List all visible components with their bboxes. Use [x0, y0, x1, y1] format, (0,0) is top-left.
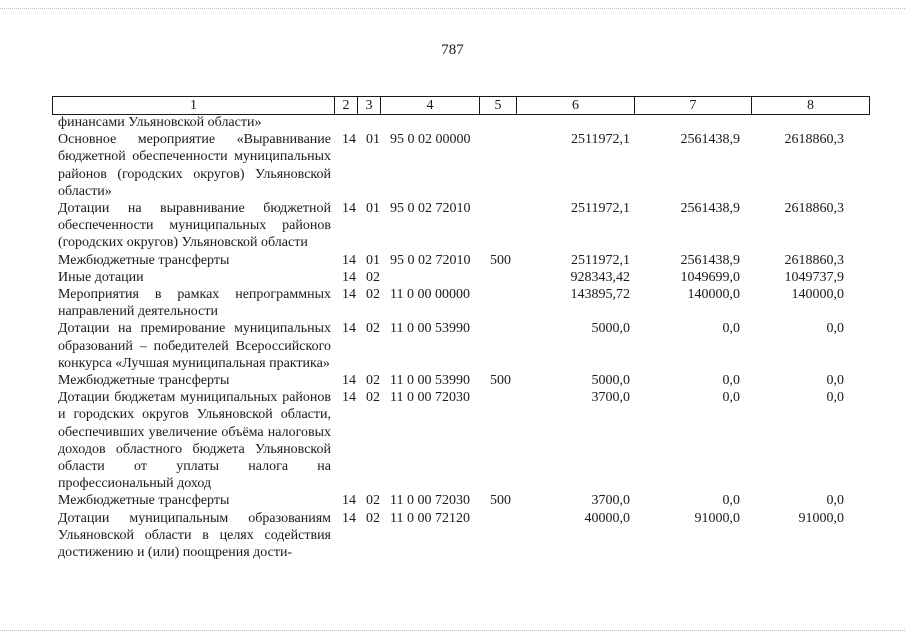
row-amount-year-3: 0,0	[826, 373, 844, 389]
table-row	[58, 286, 848, 320]
row-amount-year-3: 0,0	[826, 493, 844, 509]
row-amount-year-3: 1049737,9	[784, 269, 844, 285]
row-amount-year-2: 2561438,9	[680, 252, 740, 268]
header-col-5: 5	[480, 97, 517, 115]
row-name: Дотации бюджетам муниципальных районов и городских округов Ульяновской области, обеспечивших увеличение объёма налоговых доходов областного бюджета Ульяновской области от уплаты налога на профессиональный доход	[58, 390, 331, 492]
row-name: Межбюджетные трансферты	[58, 493, 230, 509]
row-amount-year-2: 2561438,9	[680, 201, 740, 217]
table-row	[58, 492, 848, 509]
row-expense-type: 500	[490, 373, 511, 389]
column-number-header	[52, 96, 870, 115]
row-section: 14	[342, 269, 356, 285]
row-name: Дотации на выравнивание бюджетной обеспеченности муниципальных районов (городских округов) Ульяновской области	[58, 201, 331, 251]
row-amount-year-1: 2511972,1	[571, 132, 630, 148]
row-amount-year-3: 2618860,3	[784, 201, 844, 217]
row-expense-type: 500	[490, 493, 511, 509]
row-subsection: 02	[366, 390, 380, 406]
row-amount-year-1: 3700,0	[591, 390, 630, 406]
row-section: 14	[342, 373, 356, 389]
row-subsection: 01	[366, 252, 380, 268]
row-amount-year-2: 0,0	[722, 493, 740, 509]
table-row	[58, 389, 848, 492]
row-amount-year-3: 0,0	[826, 321, 844, 337]
row-amount-year-1: 2511972,1	[571, 201, 630, 217]
row-amount-year-1: 143895,72	[570, 287, 630, 303]
header-row	[53, 97, 870, 115]
row-name: финансами Ульяновской области»	[58, 115, 262, 130]
row-section: 14	[342, 201, 356, 217]
header-col-2: 2	[335, 97, 358, 115]
row-amount-year-1: 5000,0	[591, 373, 630, 389]
row-subsection: 02	[366, 269, 380, 285]
row-section: 14	[342, 510, 356, 526]
table-row	[58, 252, 848, 269]
scan-top-edge	[0, 0, 905, 9]
header-col-6: 6	[517, 97, 635, 115]
row-section: 14	[342, 390, 356, 406]
row-name: Дотации на премирование муниципальных образований – победителей Всероссийского конкурса «Лучшая муниципальная практика»	[58, 321, 331, 371]
row-subsection: 01	[366, 132, 380, 148]
row-name: Основное мероприятие «Выравнивание бюджетной обеспеченности муниципальных районов (городских округов) Ульяновской области»	[58, 132, 331, 199]
row-target-code: 11 0 00 53990	[390, 321, 470, 337]
row-name: Дотации муниципальным образованиям Ульяновской области в целях содействия достижению и (или) поощрения дости-	[58, 510, 331, 561]
row-amount-year-2: 140000,0	[687, 287, 740, 303]
row-amount-year-1: 5000,0	[591, 321, 630, 337]
header-col-1: 1	[53, 97, 335, 115]
row-expense-type: 500	[490, 252, 511, 268]
row-section: 14	[342, 252, 356, 268]
row-amount-year-2: 1049699,0	[680, 269, 740, 285]
row-target-code: 11 0 00 72030	[390, 390, 470, 406]
row-subsection: 02	[366, 510, 380, 526]
row-amount-year-2: 0,0	[722, 321, 740, 337]
table-row	[58, 114, 848, 131]
table-row	[58, 269, 848, 286]
row-target-code: 11 0 00 00000	[390, 287, 470, 303]
row-amount-year-3: 140000,0	[791, 287, 844, 303]
row-subsection: 01	[366, 201, 380, 217]
row-amount-year-3: 2618860,3	[784, 252, 844, 268]
header-col-7: 7	[635, 97, 752, 115]
table-row	[58, 320, 848, 372]
row-subsection: 02	[366, 287, 380, 303]
budget-table-body	[58, 114, 848, 561]
table-row	[58, 131, 848, 200]
header-col-3: 3	[358, 97, 381, 115]
row-amount-year-1: 928343,42	[570, 269, 630, 285]
row-amount-year-2: 0,0	[722, 390, 740, 406]
row-amount-year-2: 91000,0	[694, 510, 740, 526]
scan-bottom-edge	[0, 630, 905, 639]
row-amount-year-1: 2511972,1	[571, 252, 630, 268]
row-amount-year-1: 40000,0	[584, 510, 630, 526]
row-amount-year-1: 3700,0	[591, 493, 630, 509]
row-name: Мероприятия в рамках непрограммных направлений деятельности	[58, 287, 331, 320]
row-amount-year-3: 91000,0	[798, 510, 844, 526]
row-target-code: 11 0 00 72120	[390, 510, 470, 526]
row-target-code: 95 0 02 00000	[390, 132, 471, 148]
row-amount-year-2: 2561438,9	[680, 132, 740, 148]
header-col-8: 8	[752, 97, 870, 115]
row-name: Межбюджетные трансферты	[58, 252, 230, 268]
row-section: 14	[342, 493, 356, 509]
table-row	[58, 372, 848, 389]
row-target-code: 11 0 00 53990	[390, 373, 470, 389]
page-number: 787	[441, 42, 464, 58]
row-name: Межбюджетные трансферты	[58, 373, 230, 389]
row-target-code: 95 0 02 72010	[390, 252, 471, 268]
table-row	[58, 510, 848, 562]
row-section: 14	[342, 321, 356, 337]
row-subsection: 02	[366, 373, 380, 389]
row-amount-year-3: 0,0	[826, 390, 844, 406]
row-amount-year-2: 0,0	[722, 373, 740, 389]
header-col-4: 4	[381, 97, 480, 115]
row-target-code: 95 0 02 72010	[390, 201, 471, 217]
row-section: 14	[342, 132, 356, 148]
row-subsection: 02	[366, 321, 380, 337]
row-target-code: 11 0 00 72030	[390, 493, 470, 509]
table-row	[58, 200, 848, 252]
row-section: 14	[342, 287, 356, 303]
row-name: Иные дотации	[58, 269, 144, 285]
row-subsection: 02	[366, 493, 380, 509]
row-amount-year-3: 2618860,3	[784, 132, 844, 148]
